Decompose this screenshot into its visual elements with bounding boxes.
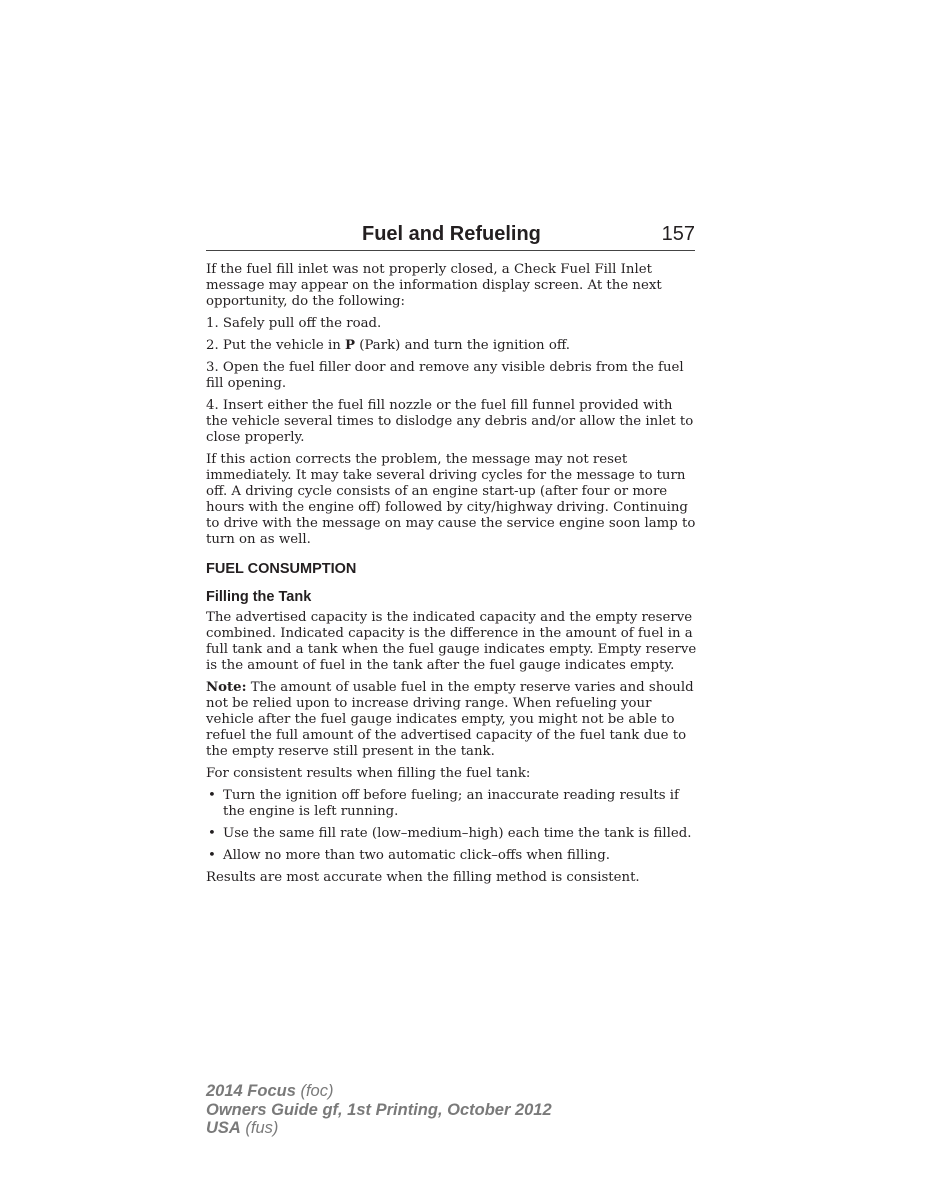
page-footer (206, 1082, 552, 1138)
list-item-text: Use the same fill rate (low–medium–high) each time the tank is filled. (223, 826, 692, 841)
park-gear-label: P (345, 338, 356, 353)
step-2-suffix: (Park) and turn the ignition off. (355, 338, 571, 353)
footer-line-1 (206, 1082, 552, 1101)
subsection-heading: Filling the Tank (206, 589, 312, 605)
step-3: 3. Open the fuel filler door and remove any visible debris from the fuel fill opening. (206, 360, 684, 391)
footer-printing: Owners Guide gf, 1st Printing, October 2012 (206, 1100, 552, 1119)
step-2 (206, 338, 697, 354)
list-intro: For consistent results when filling the fuel tank: (206, 766, 531, 781)
footer-line-3 (206, 1119, 552, 1138)
bullet-icon: • (208, 848, 216, 863)
bullet-icon: • (208, 826, 216, 841)
page-title: Fuel and Refueling (362, 223, 541, 245)
driving-cycle-paragraph: If this action corrects the problem, the message may not reset immediately. It may take several driving cycles for the message to turn off. A driving cycle consists of an engine start-up (after four or more hours with the engine off) followed by city/highway driving. Continuing to drive with the message on may cause the service engine soon lamp to turn on as well. (206, 452, 696, 547)
bullet-icon: • (208, 788, 216, 803)
footer-market: USA (206, 1119, 241, 1137)
footer-model: 2014 Focus (206, 1082, 296, 1100)
footer-line-2 (206, 1101, 552, 1120)
footer-model-code: (foc) (295, 1082, 334, 1100)
list-item (206, 788, 697, 820)
list-item (206, 826, 697, 842)
list-item-text: Turn the ignition off before fueling; an inaccurate reading results if the engine is left running. (223, 788, 679, 819)
page-header (206, 222, 695, 251)
note-label: Note: (206, 680, 247, 695)
tips-list (206, 788, 697, 864)
section-heading: FUEL CONSUMPTION (206, 561, 357, 577)
step-1: 1. Safely pull off the road. (206, 316, 382, 331)
intro-paragraph: If the fuel fill inlet was not properly closed, a Check Fuel Fill Inlet message may appear on the information display screen. At the next opportunity, do the following: (206, 262, 662, 309)
capacity-paragraph: The advertised capacity is the indicated capacity and the empty reserve combined. Indicated capacity is the difference in the amount of fuel in a full tank and a tank when the fuel gauge indicates empty. Empty reserve is the amount of fuel in the tank after the fuel gauge indicates empty. (206, 610, 697, 673)
note-paragraph (206, 680, 697, 760)
list-item-text: Allow no more than two automatic click–offs when filling. (223, 848, 610, 863)
page-number: 157 (661, 223, 695, 245)
page-body (206, 262, 697, 892)
closing-paragraph: Results are most accurate when the filling method is consistent. (206, 870, 640, 885)
list-item (206, 848, 697, 864)
footer-market-code: (fus) (240, 1119, 279, 1137)
step-2-prefix: 2. Put the vehicle in (206, 338, 346, 353)
note-text: The amount of usable fuel in the empty reserve varies and should not be relied upon to increase driving range. When refueling your vehicle after the fuel gauge indicates empty, you might not be able to refuel the full amount of the advertised capacity of the fuel tank due to the empty reserve still present in the tank. (206, 680, 694, 759)
step-4: 4. Insert either the fuel fill nozzle or the fuel fill funnel provided with the vehicle several times to dislodge any debris and/or allow the inlet to close properly. (206, 398, 694, 445)
